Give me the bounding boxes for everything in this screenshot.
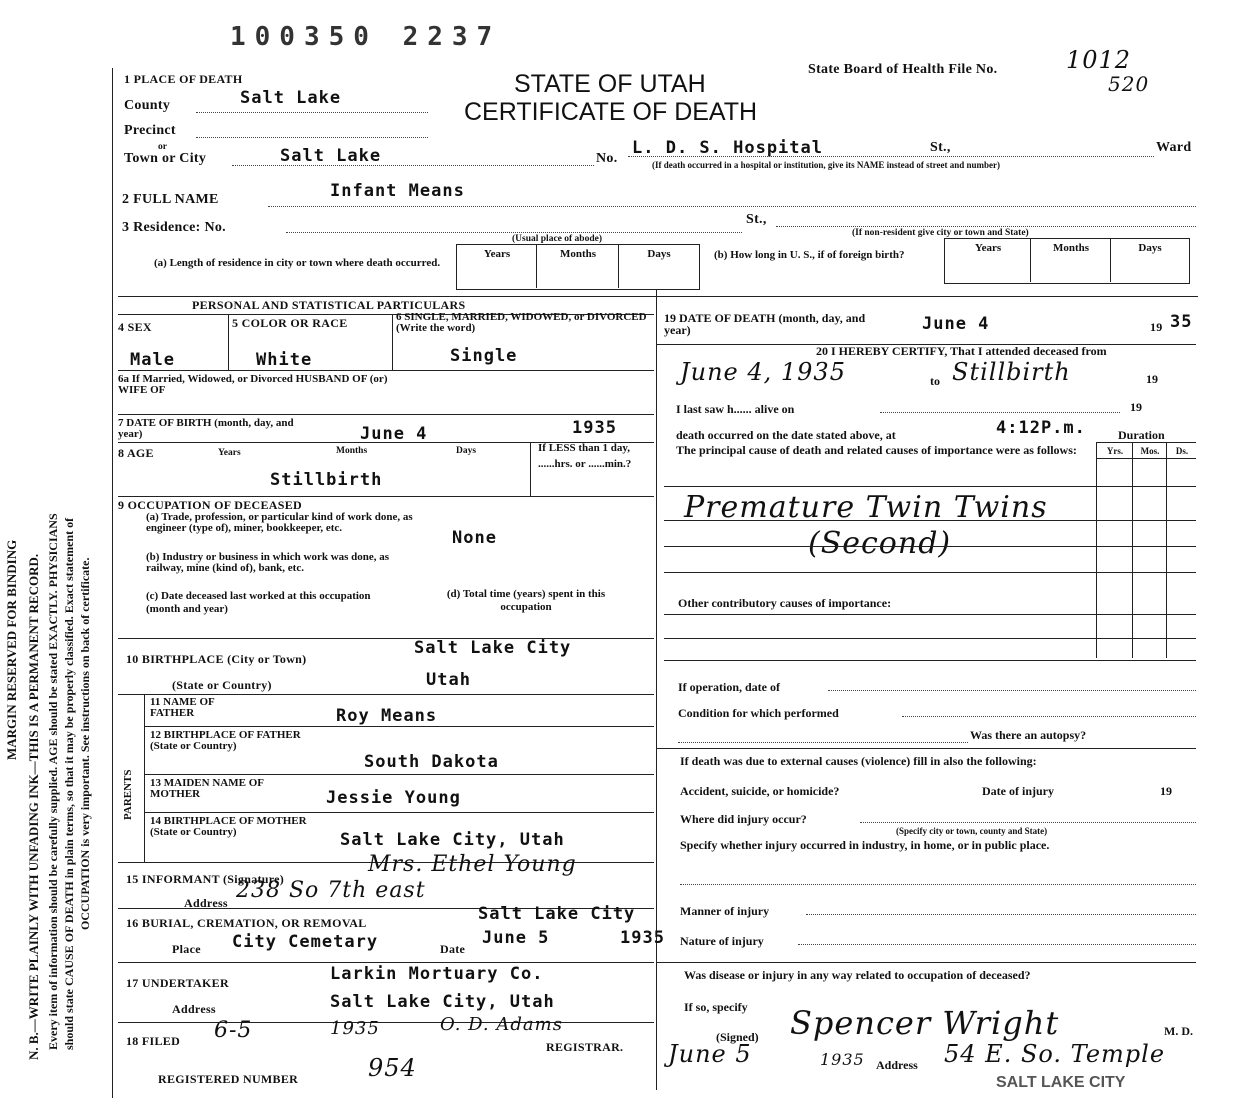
burial-place-value: City Cemetary bbox=[232, 932, 379, 952]
informant-address: 238 So 7th east bbox=[236, 878, 426, 903]
condition-label: Condition for which performed bbox=[678, 706, 839, 720]
serial-number: 100350 2237 bbox=[230, 22, 502, 52]
margin-binding-note: MARGIN RESERVED FOR BINDING bbox=[4, 539, 19, 760]
attended-to: Stillbirth bbox=[952, 358, 1071, 386]
age-value: Stillbirth bbox=[270, 470, 383, 490]
contributory-label: Other contributory causes of importance: bbox=[678, 596, 892, 610]
sign-year: 1935 bbox=[820, 1050, 865, 1069]
registrar-signature: O. D. Adams bbox=[440, 1014, 563, 1035]
father-birthplace-label: 12 BIRTHPLACE OF FATHER (State or Country) bbox=[150, 729, 301, 752]
dob-label: 7 DATE OF BIRTH (month, day, and year) bbox=[118, 417, 294, 440]
if-so-label: If so, specify bbox=[684, 1000, 748, 1014]
date-of-death-label: 19 DATE OF DEATH (month, day, and year) bbox=[664, 311, 866, 337]
precinct-label: Precinct bbox=[124, 123, 176, 138]
injury-date-label: Date of injury bbox=[982, 784, 1054, 798]
marital-label: 6 SINGLE, MARRIED, WIDOWED, or DIVORCED (Write the word) bbox=[396, 311, 647, 334]
town-label: Town or City bbox=[124, 151, 207, 166]
place-of-death-label: 1 PLACE OF DEATH bbox=[124, 72, 243, 86]
operation-label: If operation, date of bbox=[678, 680, 780, 694]
burial-value: Salt Lake City bbox=[478, 904, 636, 924]
state-title: STATE OF UTAH bbox=[514, 70, 706, 98]
margin-nb-note: N. B.—WRITE PLAINLY WITH UNFADING INK—THIS IS A PERMANENT RECORD. bbox=[26, 553, 41, 1060]
burial-year: 1935 bbox=[620, 928, 665, 948]
mother-birthplace-label: 14 BIRTHPLACE OF MOTHER (State or Country) bbox=[150, 815, 307, 838]
attended-from: June 4, 1935 bbox=[680, 358, 846, 386]
occupation-disease-label: Was disease or injury in any way related to occupation of deceased? bbox=[684, 968, 1031, 982]
mother-birthplace-value: Salt Lake City, Utah bbox=[340, 830, 565, 850]
date-of-death-value: June 4 bbox=[922, 314, 990, 334]
town-value: Salt Lake bbox=[280, 146, 382, 166]
length-residence-label: (a) Length of residence in city or town where death occurred. bbox=[154, 257, 441, 269]
death-time: 4:12P.m. bbox=[996, 418, 1086, 438]
margin-instruction-3: OCCUPATION is very important. See instructions on back of certificate. bbox=[78, 557, 92, 930]
undertaker-value: Larkin Mortuary Co. bbox=[330, 964, 544, 984]
spouse-label: 6a If Married, Widowed, or Divorced HUSBAND OF (or) WIFE OF bbox=[118, 373, 388, 396]
margin-instruction-1: Every item of information should be carefully supplied. AGE should be stated EXACTLY. PHYSICIANS bbox=[46, 513, 60, 1050]
county-value: Salt Lake bbox=[240, 88, 342, 108]
manner-label: Manner of injury bbox=[680, 904, 770, 918]
cause-label: The principal cause of death and related causes of importance were as follows: bbox=[676, 443, 1077, 457]
full-name-label: 2 FULL NAME bbox=[122, 192, 219, 207]
file-number-label: State Board of Health File No. bbox=[808, 62, 998, 77]
filed-year: 1935 bbox=[330, 1018, 380, 1039]
dob-value: June 4 bbox=[360, 424, 428, 444]
color-value: White bbox=[256, 350, 313, 370]
age-less-label: If LESS than 1 day, ......hrs. or ......min.? bbox=[538, 442, 632, 470]
cause-of-death-2: (Second) bbox=[808, 526, 952, 561]
sex-label: 4 SEX bbox=[118, 320, 152, 334]
industry-label: Specify whether injury occurred in industry, in home, or in public place. bbox=[680, 838, 1050, 852]
hospital-note: (If death occurred in a hospital or institution, give its NAME instead of street and number) bbox=[652, 160, 1001, 170]
informant-label: 15 INFORMANT (Signature) bbox=[126, 872, 285, 886]
residence-label: 3 Residence: No. bbox=[122, 220, 226, 235]
physician-signature: Spencer Wright bbox=[790, 1004, 1060, 1042]
street-no-label: No. bbox=[596, 151, 618, 166]
undertaker-label: 17 UNDERTAKER bbox=[126, 976, 229, 990]
birth-state-value: Utah bbox=[426, 670, 471, 690]
autopsy-label: Was there an autopsy? bbox=[970, 728, 1087, 742]
father-label: 11 NAME OF FATHER bbox=[150, 696, 215, 719]
burial-label: 16 BURIAL, CREMATION, OR REMOVAL bbox=[126, 916, 367, 930]
filed-value: 6-5 bbox=[214, 1018, 253, 1043]
registered-number-label: REGISTERED NUMBER bbox=[158, 1072, 299, 1086]
registered-number: 954 bbox=[368, 1054, 417, 1082]
county-label: County bbox=[124, 98, 171, 113]
last-saw-label: I last saw h...... alive on bbox=[676, 402, 795, 416]
certificate-title: CERTIFICATE OF DEATH bbox=[464, 98, 758, 126]
external-causes-label: If death was due to external causes (violence) fill in also the following: bbox=[680, 754, 1037, 768]
filed-label: 18 FILED bbox=[126, 1034, 181, 1048]
mother-value: Jessie Young bbox=[326, 788, 461, 808]
margin-instruction-2: should state CAUSE OF DEATH in plain terms, so that it may be properly classified. Exact statement of bbox=[62, 517, 76, 1050]
father-value: Roy Means bbox=[336, 706, 438, 726]
death-occurred-label: death occurred on the date stated above, at bbox=[676, 428, 896, 442]
parents-label: PARENTS bbox=[122, 769, 134, 820]
form-left-border bbox=[112, 68, 113, 1098]
undertaker-address: Salt Lake City, Utah bbox=[330, 992, 555, 1012]
marital-value: Single bbox=[450, 346, 518, 366]
file-number: 1012 bbox=[1066, 46, 1132, 74]
mother-label: 13 MAIDEN NAME OF MOTHER bbox=[150, 777, 264, 800]
age-label: 8 AGE bbox=[118, 446, 154, 460]
burial-date-value: June 5 bbox=[482, 928, 550, 948]
personal-section-title: PERSONAL AND STATISTICAL PARTICULARS bbox=[192, 298, 466, 312]
occupation-label: 9 OCCUPATION OF DECEASED bbox=[118, 498, 302, 512]
city-stamp: SALT LAKE CITY bbox=[996, 1074, 1126, 1091]
injury-where-label: Where did injury occur? bbox=[680, 812, 807, 826]
hospital-value: L. D. S. Hospital bbox=[632, 138, 823, 158]
file-number-2: 520 bbox=[1108, 72, 1150, 96]
sex-value: Male bbox=[130, 350, 175, 370]
father-birthplace-value: South Dakota bbox=[364, 752, 499, 772]
birthplace-label: 10 BIRTHPLACE (City or Town) bbox=[126, 652, 307, 666]
accident-label: Accident, suicide, or homicide? bbox=[680, 784, 840, 798]
us-residence-label: (b) How long in U. S., if of foreign birth? bbox=[714, 249, 905, 261]
nature-label: Nature of injury bbox=[680, 934, 764, 948]
column-divider bbox=[656, 290, 657, 1090]
informant-signature: Mrs. Ethel Young bbox=[368, 852, 577, 877]
occupation-value: None bbox=[452, 528, 497, 548]
color-label: 5 COLOR OR RACE bbox=[232, 316, 348, 330]
sign-date: June 5 bbox=[668, 1040, 752, 1068]
dob-year: 1935 bbox=[572, 418, 617, 438]
cause-of-death: Premature Twin Twins bbox=[684, 490, 1048, 525]
certify-label: 20 I HEREBY CERTIFY, That I attended deceased from bbox=[816, 344, 1107, 358]
death-year: 35 bbox=[1170, 312, 1193, 332]
section-divider bbox=[118, 296, 1198, 297]
birthplace-value: Salt Lake City bbox=[414, 638, 572, 658]
full-name-value: Infant Means bbox=[330, 181, 465, 201]
physician-address: 54 E. So. Temple bbox=[944, 1040, 1166, 1068]
